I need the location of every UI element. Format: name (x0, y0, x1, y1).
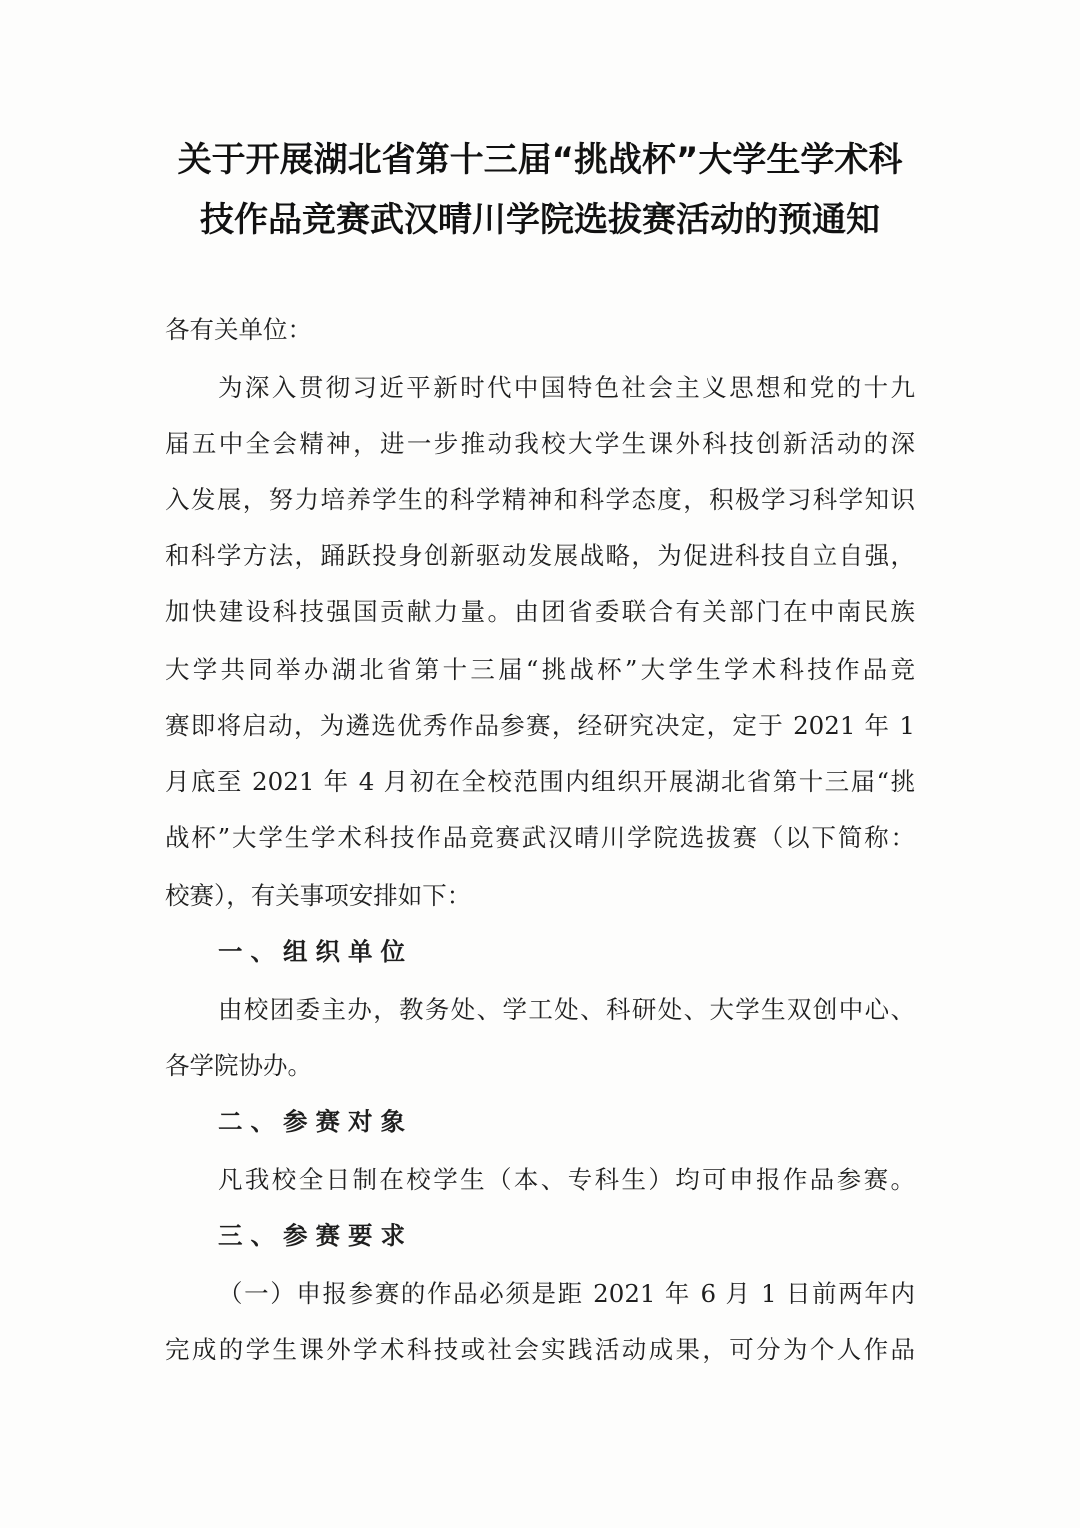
section-heading-requirements: 三、参赛要求 (218, 1221, 413, 1250)
paragraph-line: 届五中全会精神，进一步推动我校大学生课外科技创新活动的深 (165, 429, 915, 458)
paragraph-line: 入发展，努力培养学生的科学精神和科学态度，积极学习科学知识 (165, 485, 915, 514)
paragraph-line: 各学院协办。 (165, 1051, 312, 1080)
paragraph-line: 为深入贯彻习近平新时代中国特色社会主义思想和党的十九 (218, 373, 915, 402)
paragraph-line: 由校团委主办，教务处、学工处、科研处、大学生双创中心、 (218, 995, 915, 1024)
paragraph-line: 和科学方法，踊跃投身创新驱动发展战略，为促进科技自立自强， (165, 541, 915, 570)
section-heading-organizers: 一、组织单位 (218, 937, 413, 966)
paragraph-line: 月底至 2021 年 4 月初在全校范围内组织开展湖北省第十三届“挑 (165, 767, 915, 796)
paragraph-line: 战杯”大学生学术科技作品竞赛武汉晴川学院选拔赛（以下简称： (165, 823, 915, 852)
paragraph-line: 校赛），有关事项安排如下： (165, 881, 472, 910)
paragraph-line: 大学共同举办湖北省第十三届“挑战杯”大学生学术科技作品竞 (165, 655, 915, 684)
document-title-line-2: 技作品竞赛武汉晴川学院选拔赛活动的预通知 (200, 200, 880, 240)
paragraph-line: 完成的学生课外学术科技或社会实践活动成果，可分为个人作品 (165, 1335, 915, 1364)
paragraph-line: 加快建设科技强国贡献力量。由团省委联合有关部门在中南民族 (165, 597, 915, 626)
paragraph-line: 赛即将启动，为遴选优秀作品参赛，经研究决定，定于 2021 年 1 (165, 711, 915, 740)
salutation: 各有关单位： (165, 315, 312, 344)
paragraph-line: （一）申报参赛的作品必须是距 2021 年 6 月 1 日前两年内 (218, 1279, 915, 1308)
section-heading-participants: 二、参赛对象 (218, 1107, 413, 1136)
paragraph-line: 凡我校全日制在校学生（本、专科生）均可申报作品参赛。 (218, 1165, 915, 1194)
document-title-line-1: 关于开展湖北省第十三届“挑战杯”大学生学术科 (177, 140, 903, 180)
